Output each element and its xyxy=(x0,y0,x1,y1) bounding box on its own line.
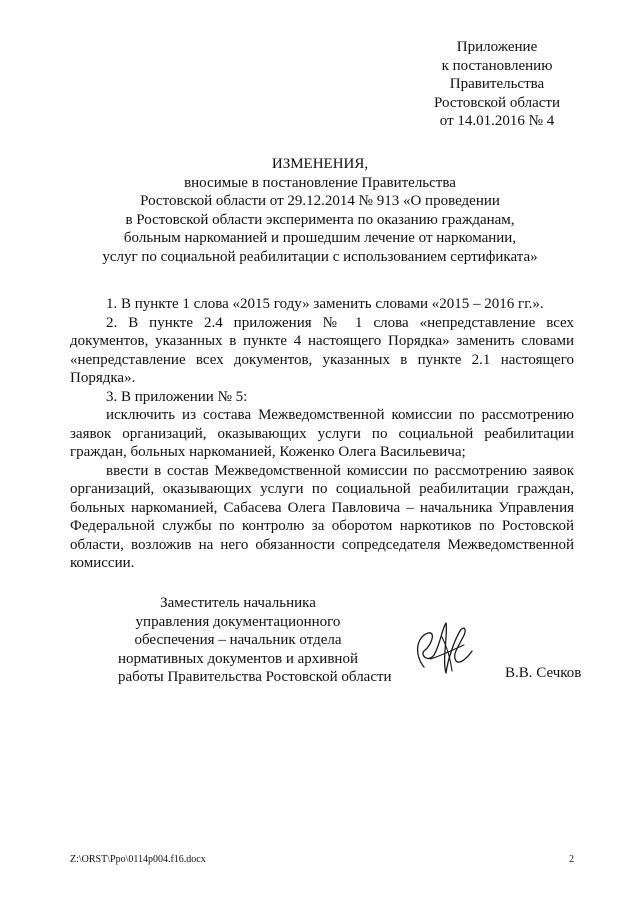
signer-line: Заместитель начальника xyxy=(160,595,316,611)
handwritten-signature xyxy=(402,615,482,685)
appendix-line: Ростовской области xyxy=(434,94,560,111)
appendix-line: Правительства xyxy=(449,76,545,92)
signer-line: управления документационного xyxy=(135,613,341,630)
document-title: ИЗМЕНЕНИЯ, xyxy=(271,156,369,172)
paragraph-2: 2. В пункте 2.4 приложения № 1 слова «непредставление всех документов, указанных в пункте 4 настоящего Порядка» заменить словами «непредставление всех документов, указанных в пункте 2.1 настоящего Порядка». xyxy=(70,314,574,386)
signer-line: работы Правительства Ростовской области xyxy=(118,669,392,685)
document-body xyxy=(70,295,574,573)
heading-line: вносимые в постановление Правительства xyxy=(184,174,456,191)
paragraph-exclude: исключить из состава Межведомственной комиссии по рассмотрению заявок организаций, оказывающих услуги по социальной реабилитации граждан, больных наркоманией, Коженко Олега Васильевича; xyxy=(70,407,574,460)
heading-line: больным наркоманией и прошедшим лечение от наркомании, xyxy=(123,230,517,246)
signer-line: обеспечения – начальник отдела xyxy=(134,632,342,648)
signer-name: В.В. Сечков xyxy=(505,665,582,681)
heading-line: услуг по социальной реабилитации с использованием сертификата» xyxy=(102,248,538,265)
appendix-line: Приложение xyxy=(456,39,538,55)
signer-position xyxy=(118,594,392,687)
paragraph-include: ввести в состав Межведомственной комиссии по рассмотрению заявок организаций, оказывающих услуги по социальной реабилитации граждан, больных наркоманией, Сабасева Олега Павловича – начальника Управления Федеральной службы по контролю за оборотом наркотиков по Ростовской области, возложив на него обязанности сопредседателя Межведомственной комиссии. xyxy=(70,462,574,571)
paragraph-1: 1. В пункте 1 слова «2015 году» заменить словами «2015 – 2016 гг.». xyxy=(106,296,544,312)
appendix-line: от 14.01.2016 № 4 xyxy=(439,113,555,129)
signer-line: нормативных документов и архивной xyxy=(118,650,358,667)
document-heading xyxy=(70,155,570,266)
appendix-block xyxy=(427,38,567,131)
heading-line: в Ростовской области эксперимента по оказанию гражданам, xyxy=(125,211,515,228)
appendix-line: к постановлению xyxy=(441,57,553,74)
file-path: Z:\ORST\Ppo\0114p004.f16.docx xyxy=(70,854,206,865)
paragraph-3: 3. В приложении № 5: xyxy=(106,388,248,405)
page-number: 2 xyxy=(569,854,574,865)
heading-line: Ростовской области от 29.12.2014 № 913 «О проведении xyxy=(140,193,500,209)
